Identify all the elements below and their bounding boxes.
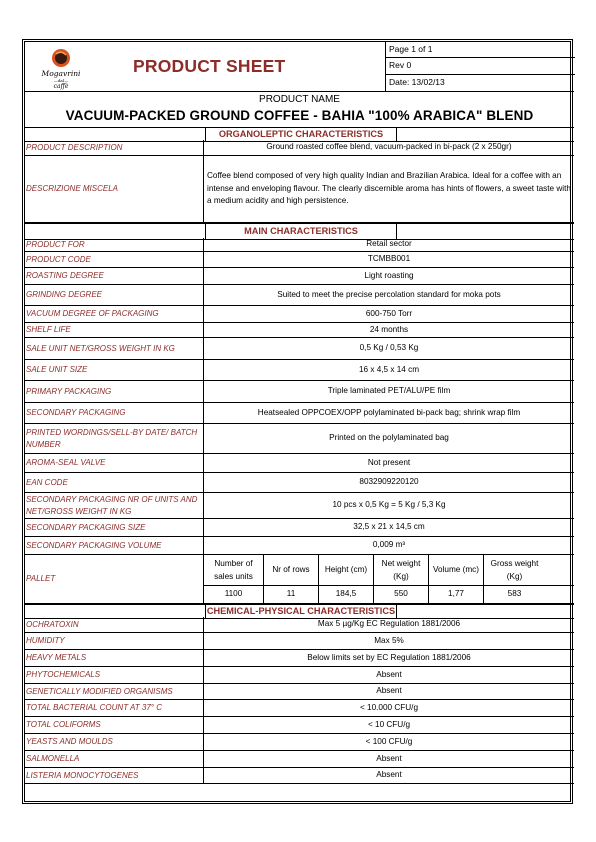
- section-title-cell: CHEMICAL-PHYSICAL CHARACTERISTICS: [206, 606, 396, 616]
- table-row: [25, 424, 574, 454]
- page-number: Page 1 of 1: [386, 42, 575, 58]
- row-value: 8032909220120: [203, 473, 574, 492]
- svg-text:caffè: caffè: [53, 83, 69, 90]
- row-value: < 10.000 CFU/g: [203, 700, 574, 716]
- row-label: GENETICALLY MODIFIED ORGANISMS: [26, 686, 173, 696]
- row-value: Absent: [203, 684, 574, 699]
- pallet-value-cell: 184,5: [319, 586, 374, 603]
- row-label: DESCRIZIONE MISCELA: [26, 184, 119, 193]
- row-label: PRIMARY PACKAGING: [26, 386, 112, 396]
- pallet-header-cell: Nr of rows: [264, 555, 319, 586]
- row-label: HEAVY METALS: [26, 653, 87, 662]
- table-row: [25, 381, 574, 403]
- pallet-value-cell: 11: [264, 586, 319, 603]
- product-name: VACUUM-PACKED GROUND COFFEE - BAHIA "100% ARABICA" BLEND: [65, 108, 534, 123]
- pallet-table: [203, 555, 574, 603]
- row-value: Max 5%: [203, 633, 574, 649]
- row-value: 32,5 x 21 x 14,5 cm: [203, 519, 574, 536]
- row-label: TOTAL COLIFORMS: [26, 720, 101, 729]
- pallet-row: [25, 555, 574, 604]
- table-row: [25, 650, 574, 667]
- row-label: SHELF LIFE: [26, 325, 71, 334]
- row-label: HUMIDITY: [26, 636, 65, 645]
- table-row: [25, 717, 574, 734]
- row-label: PRINTED WORDINGS/SELL-BY DATE/ BATCH NUMBER: [26, 427, 198, 449]
- table-row: [25, 537, 574, 555]
- table-row: [25, 633, 574, 650]
- section-title-cell: MAIN CHARACTERISTICS: [205, 224, 397, 239]
- document-date: Date: 13/02/13: [389, 76, 445, 87]
- row-label: SECONDARY PACKAGING: [26, 408, 126, 417]
- row-label: PRODUCT FOR: [26, 239, 85, 249]
- svg-text:—dal—: —dal—: [53, 78, 69, 83]
- pallet-value-cell: 1100: [204, 586, 264, 603]
- table-row: [25, 734, 574, 751]
- page-title: PRODUCT SHEET: [133, 56, 286, 76]
- row-label: GRINDING DEGREE: [26, 290, 103, 299]
- document-info-box: [385, 42, 575, 91]
- row-value: Max 5 µg/Kg EC Regulation 1881/2006: [203, 617, 574, 632]
- row-value: 0,009 m³: [203, 537, 574, 554]
- pallet-header-cell: Height (cm): [319, 555, 374, 586]
- table-row: [25, 268, 574, 285]
- table-row: [25, 700, 574, 717]
- row-label: SALMONELLA: [26, 754, 80, 763]
- row-value: Ground roasted coffee blend, vacuum-packed in bi-pack (2 x 250gr): [203, 140, 574, 155]
- table-row: [25, 323, 574, 338]
- row-value: Absent: [203, 667, 574, 683]
- pallet-header-cell: Number of sales units: [204, 555, 264, 586]
- table-row: [25, 285, 574, 306]
- table-row: [25, 519, 574, 537]
- pallet-header-cell: Gross weight (Kg): [490, 559, 539, 581]
- row-value: Printed on the polylaminated bag: [203, 424, 574, 453]
- row-label: EAN CODE: [26, 477, 68, 487]
- pallet-header-cell: Volume (mc): [429, 555, 484, 586]
- table-row: [25, 360, 574, 381]
- row-label: TOTAL BACTERIAL COUNT AT 37° C: [26, 703, 162, 712]
- row-value: 10 pcs x 0,5 Kg = 5 Kg / 5,3 Kg: [203, 493, 574, 518]
- svg-text:Mogavrini: Mogavrini: [41, 69, 81, 78]
- row-value: 0,5 Kg / 0,53 Kg: [203, 338, 574, 359]
- section-title-cell: ORGANOLEPTIC CHARACTERISTICS: [205, 128, 397, 141]
- row-value: Absent: [203, 768, 574, 783]
- pallet-value-cell: 583: [507, 589, 522, 599]
- table-row: [25, 156, 574, 223]
- row-label: SECONDARY PACKAGING VOLUME: [26, 540, 162, 550]
- row-label: SECONDARY PACKAGING SIZE: [26, 522, 146, 532]
- row-label: ROASTING DEGREE: [26, 271, 104, 280]
- pallet-header-cell: Net weight (Kg): [374, 555, 429, 586]
- pallet-divider: [204, 585, 574, 586]
- row-value: 16 x 4,5 x 14 cm: [203, 360, 574, 380]
- header-divider: [25, 91, 574, 92]
- row-value: Coffee blend composed of very high quality Indian and Brazilian Arabica. Ideal for a coffee with an intense and enveloping flavour. The clearly discernible aroma has hints of flowers, a sweet taste with a medium acidity and high persistence.: [203, 156, 574, 222]
- product-name-label: PRODUCT NAME: [259, 94, 340, 105]
- row-label: PALLET: [26, 574, 56, 583]
- brand-logo: [35, 45, 87, 90]
- row-value: Retail sector: [203, 238, 574, 251]
- product-sheet: [22, 39, 573, 804]
- sheet-inner-border: [24, 41, 571, 802]
- row-value: TCMBB001: [203, 252, 574, 267]
- table-row: [25, 454, 574, 473]
- row-label: OCHRATOXIN: [26, 619, 79, 629]
- table-row: [25, 238, 574, 252]
- table-row: [25, 252, 574, 268]
- row-label: VACUUM DEGREE OF PACKAGING: [26, 309, 159, 318]
- row-value: 24 months: [203, 323, 574, 337]
- sheet-header: [25, 42, 574, 91]
- table-row: [25, 338, 574, 360]
- table-row: [25, 140, 574, 156]
- row-label: SALE UNIT SIZE: [26, 365, 88, 374]
- table-row: [25, 768, 574, 784]
- row-value: Not present: [203, 454, 574, 472]
- revision: Rev 0: [386, 58, 575, 74]
- table-row: [25, 493, 574, 519]
- pallet-value-cell: 1,77: [429, 586, 484, 603]
- table-row: [25, 473, 574, 493]
- row-label: PRODUCT DESCRIPTION: [26, 142, 123, 152]
- row-label: AROMA-SEAL VALVE: [26, 458, 106, 467]
- table-row: [25, 306, 574, 323]
- row-label: PHYTOCHEMICALS: [26, 670, 101, 679]
- row-label: SECONDARY PACKAGING NR OF UNITS AND NET/GROSS WEIGHT IN KG: [26, 494, 198, 516]
- row-value: Suited to meet the precise percolation standard for moka pots: [203, 285, 574, 305]
- table-row: [25, 684, 574, 700]
- row-label: PRODUCT CODE: [26, 254, 91, 264]
- row-value: Absent: [203, 751, 574, 767]
- row-value: 600-750 Torr: [203, 306, 574, 322]
- table-row: [25, 617, 574, 633]
- row-label: LISTERIA MONOCYTOGENES: [26, 770, 139, 780]
- row-value: < 10 CFU/g: [203, 717, 574, 733]
- row-value: Triple laminated PET/ALU/PE film: [203, 381, 574, 402]
- table-row: [25, 403, 574, 424]
- row-value: Below limits set by EC Regulation 1881/2006: [203, 650, 574, 666]
- row-label: YEASTS AND MOULDS: [26, 737, 113, 746]
- row-label: SALE UNIT NET/GROSS WEIGHT IN KG: [26, 343, 175, 353]
- pallet-value-cell: 550: [374, 586, 429, 603]
- table-row: [25, 751, 574, 768]
- row-value: Heatsealed OPPCOEX/OPP polylaminated bi-pack bag; shrink wrap film: [203, 403, 574, 423]
- row-value: Light roasting: [203, 268, 574, 284]
- row-value: < 100 CFU/g: [203, 734, 574, 750]
- table-row: [25, 667, 574, 684]
